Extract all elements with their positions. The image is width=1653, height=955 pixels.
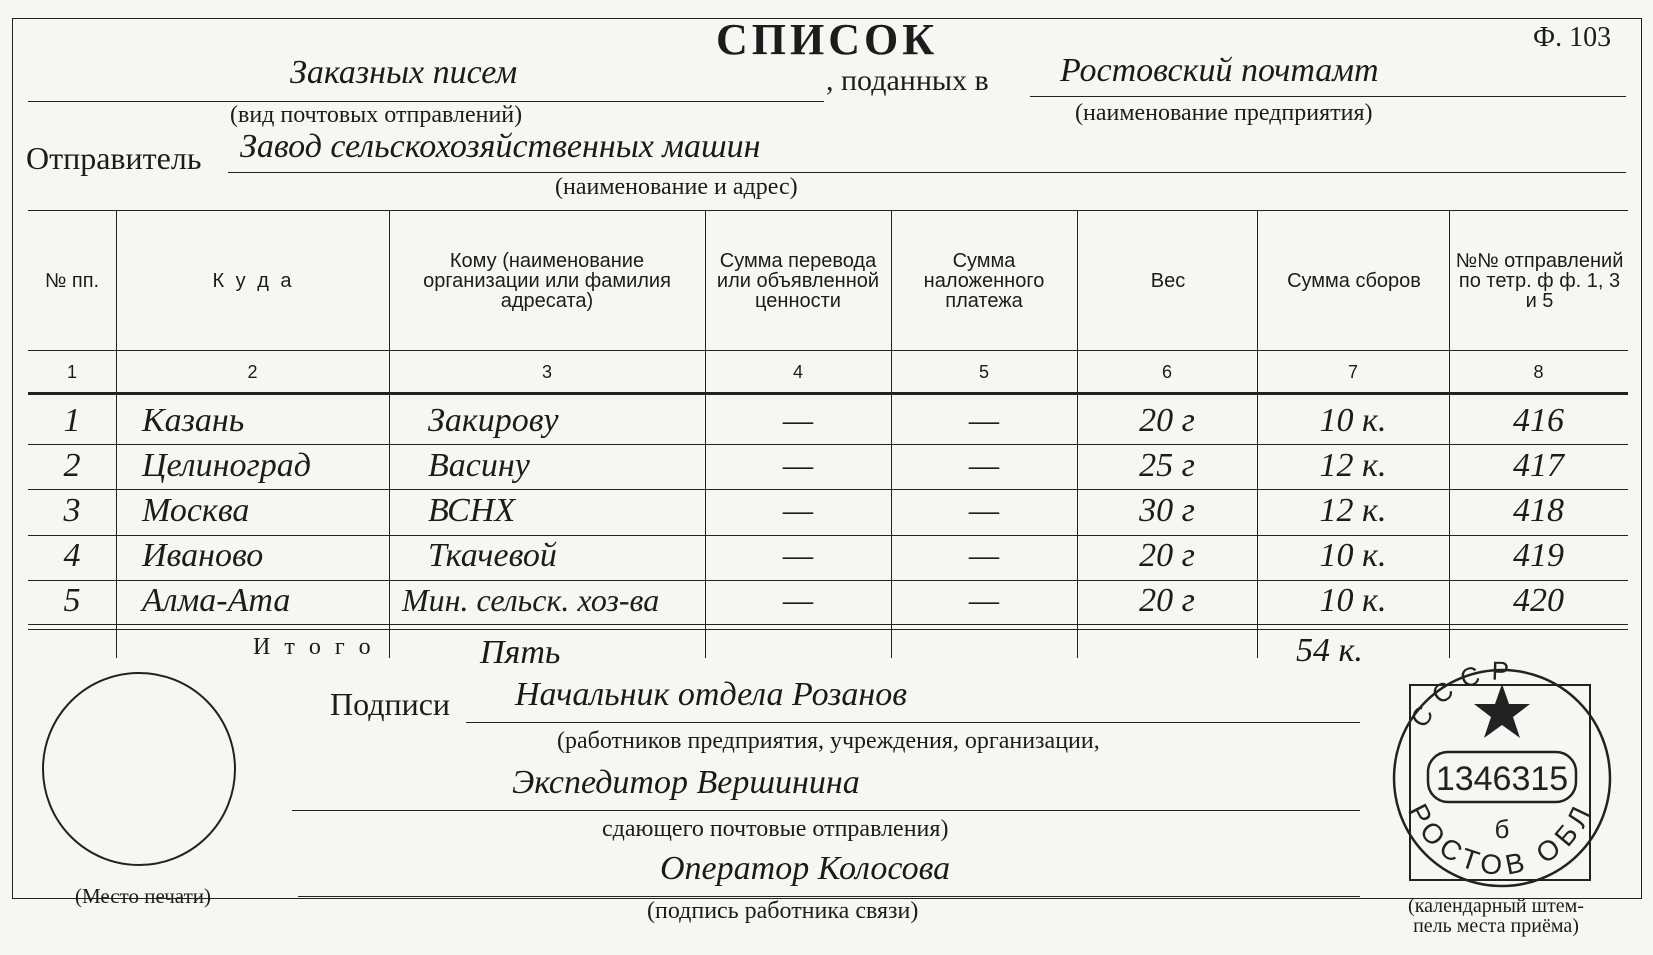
header-recipient: Кому (наименование организации или фамилия адресата) xyxy=(423,250,671,312)
cell-weight: 20 г xyxy=(1139,402,1195,439)
seal-place-circle xyxy=(42,672,236,866)
cell-registry: 420 xyxy=(1513,582,1564,619)
cell-number: 5 xyxy=(63,582,81,619)
signatures-label: Подписи xyxy=(330,686,451,722)
enterprise-line xyxy=(1030,96,1626,97)
mail-kind-value: Заказных писем xyxy=(290,54,518,91)
left-border xyxy=(12,18,13,898)
header-weight: Вес xyxy=(1150,270,1186,292)
header-registry-number: №№ отправлений по тетр. ф ф. 1, 3 и 5 xyxy=(1455,250,1624,312)
cell-recipient: Ткачевой xyxy=(428,537,557,574)
row-line xyxy=(28,489,1628,490)
form-number: Ф. 103 xyxy=(1533,22,1612,53)
cell-weight: 30 г xyxy=(1139,492,1195,529)
column-number: 5 xyxy=(978,362,989,382)
sender-line xyxy=(228,172,1626,173)
stamp-letter: б xyxy=(1494,814,1510,844)
cell-cod: — xyxy=(968,537,1000,574)
cell-where: Целиноград xyxy=(142,447,311,484)
cell-weight: 20 г xyxy=(1139,537,1195,574)
stamp-caption xyxy=(1376,896,1616,936)
stamp-caption-line-2: пель места приёма) xyxy=(1413,915,1579,937)
cell-registry: 419 xyxy=(1513,537,1564,574)
header-declared-value: Сумма перевода или объявленной ценности xyxy=(716,250,880,312)
cell-declared: — xyxy=(782,537,814,574)
cell-where: Алма-Ата xyxy=(142,582,291,619)
stamp-country: СССР xyxy=(1404,660,1520,733)
cell-cod: — xyxy=(968,447,1000,484)
submitted-in-label: , поданных в xyxy=(826,64,989,97)
table-top-line xyxy=(28,210,1628,211)
column-divider xyxy=(389,210,390,658)
cell-declared: — xyxy=(782,492,814,529)
sender-value: Завод сельскохозяйственных машин xyxy=(240,128,761,165)
cell-fee: 10 к. xyxy=(1319,582,1387,619)
cell-where: Москва xyxy=(142,492,250,529)
form-title: СПИСОК xyxy=(716,15,939,64)
cell-number: 3 xyxy=(63,492,81,529)
cell-weight: 25 г xyxy=(1139,447,1195,484)
enterprise-value: Ростовский почтамт xyxy=(1060,52,1379,89)
signature-line-1-value: Начальник отдела Розанов xyxy=(515,676,908,713)
cell-fee: 12 к. xyxy=(1319,447,1387,484)
signature-line-3-value: Оператор Колосова xyxy=(660,850,951,887)
sender-caption: (наименование и адрес) xyxy=(555,174,798,200)
stamp-city: РОСТОВ ОБЛ xyxy=(1401,796,1600,881)
cell-declared: — xyxy=(782,447,814,484)
signature-caption-1: (работников предприятия, учреждения, организации, xyxy=(557,728,1100,754)
header-bottom-line xyxy=(28,350,1628,351)
header-fee: Сумма сборов xyxy=(1287,270,1421,292)
cell-number: 4 xyxy=(63,537,81,574)
header-cod-amount: Сумма наложенного платежа xyxy=(923,250,1045,312)
cell-cod: — xyxy=(968,582,1000,619)
row-line xyxy=(28,535,1628,536)
sender-label: Отправитель xyxy=(26,140,202,176)
header-where: К у д а xyxy=(212,270,295,292)
cell-declared: — xyxy=(782,582,814,619)
signature-line-3 xyxy=(298,896,1360,897)
cell-recipient: Васину xyxy=(428,447,530,484)
cell-recipient: Закирову xyxy=(428,402,559,439)
cell-fee: 12 к. xyxy=(1319,492,1387,529)
right-border xyxy=(1641,18,1642,898)
cell-cod: — xyxy=(968,492,1000,529)
cell-registry: 416 xyxy=(1513,402,1564,439)
signature-line-1 xyxy=(466,722,1360,723)
cell-where: Казань xyxy=(142,402,245,439)
column-number: 3 xyxy=(541,362,552,382)
signature-caption-3: (подпись работника связи) xyxy=(647,898,919,924)
cell-weight: 20 г xyxy=(1139,582,1195,619)
row-line xyxy=(28,444,1628,445)
cell-declared: — xyxy=(782,402,814,439)
signature-line-2-value: Экспедитор Вершинина xyxy=(512,764,860,801)
calendar-stamp xyxy=(1380,660,1630,900)
cell-number: 1 xyxy=(63,402,81,439)
cell-recipient: Мин. сельск. хоз-ва xyxy=(402,582,660,618)
seal-place-caption: (Место печати) xyxy=(75,884,211,908)
total-count: Пять xyxy=(480,634,561,671)
total-label: И т о г о xyxy=(253,634,375,660)
cell-recipient: ВСНХ xyxy=(428,492,516,529)
column-number: 1 xyxy=(66,362,77,382)
cell-number: 2 xyxy=(63,447,81,484)
column-numbers-line xyxy=(28,392,1628,395)
column-number: 2 xyxy=(247,362,258,382)
stamp-caption-line-1: (календарный штем- xyxy=(1408,895,1584,917)
column-number: 6 xyxy=(1161,362,1172,382)
signature-caption-2: сдающего почтовые отправления) xyxy=(602,816,949,842)
column-number: 8 xyxy=(1533,362,1544,382)
cell-registry: 418 xyxy=(1513,492,1564,529)
star-icon xyxy=(1474,684,1530,738)
signature-line-2 xyxy=(292,810,1360,811)
total-fee: 54 к. xyxy=(1296,632,1363,669)
cell-where: Иваново xyxy=(142,537,264,574)
cell-fee: 10 к. xyxy=(1319,402,1387,439)
cell-fee: 10 к. xyxy=(1319,537,1387,574)
enterprise-caption: (наименование предприятия) xyxy=(1075,100,1373,126)
header-number: № пп. xyxy=(44,270,100,292)
cell-registry: 417 xyxy=(1513,447,1564,484)
table-end-double-line xyxy=(28,624,1628,630)
cell-cod: — xyxy=(968,402,1000,439)
column-number: 4 xyxy=(792,362,803,382)
column-number: 7 xyxy=(1347,362,1358,382)
column-divider xyxy=(116,210,117,658)
row-line xyxy=(28,580,1628,581)
mail-kind-caption: (вид почтовых отправлений) xyxy=(230,102,523,128)
stamp-number: 1346315 xyxy=(1435,760,1569,798)
